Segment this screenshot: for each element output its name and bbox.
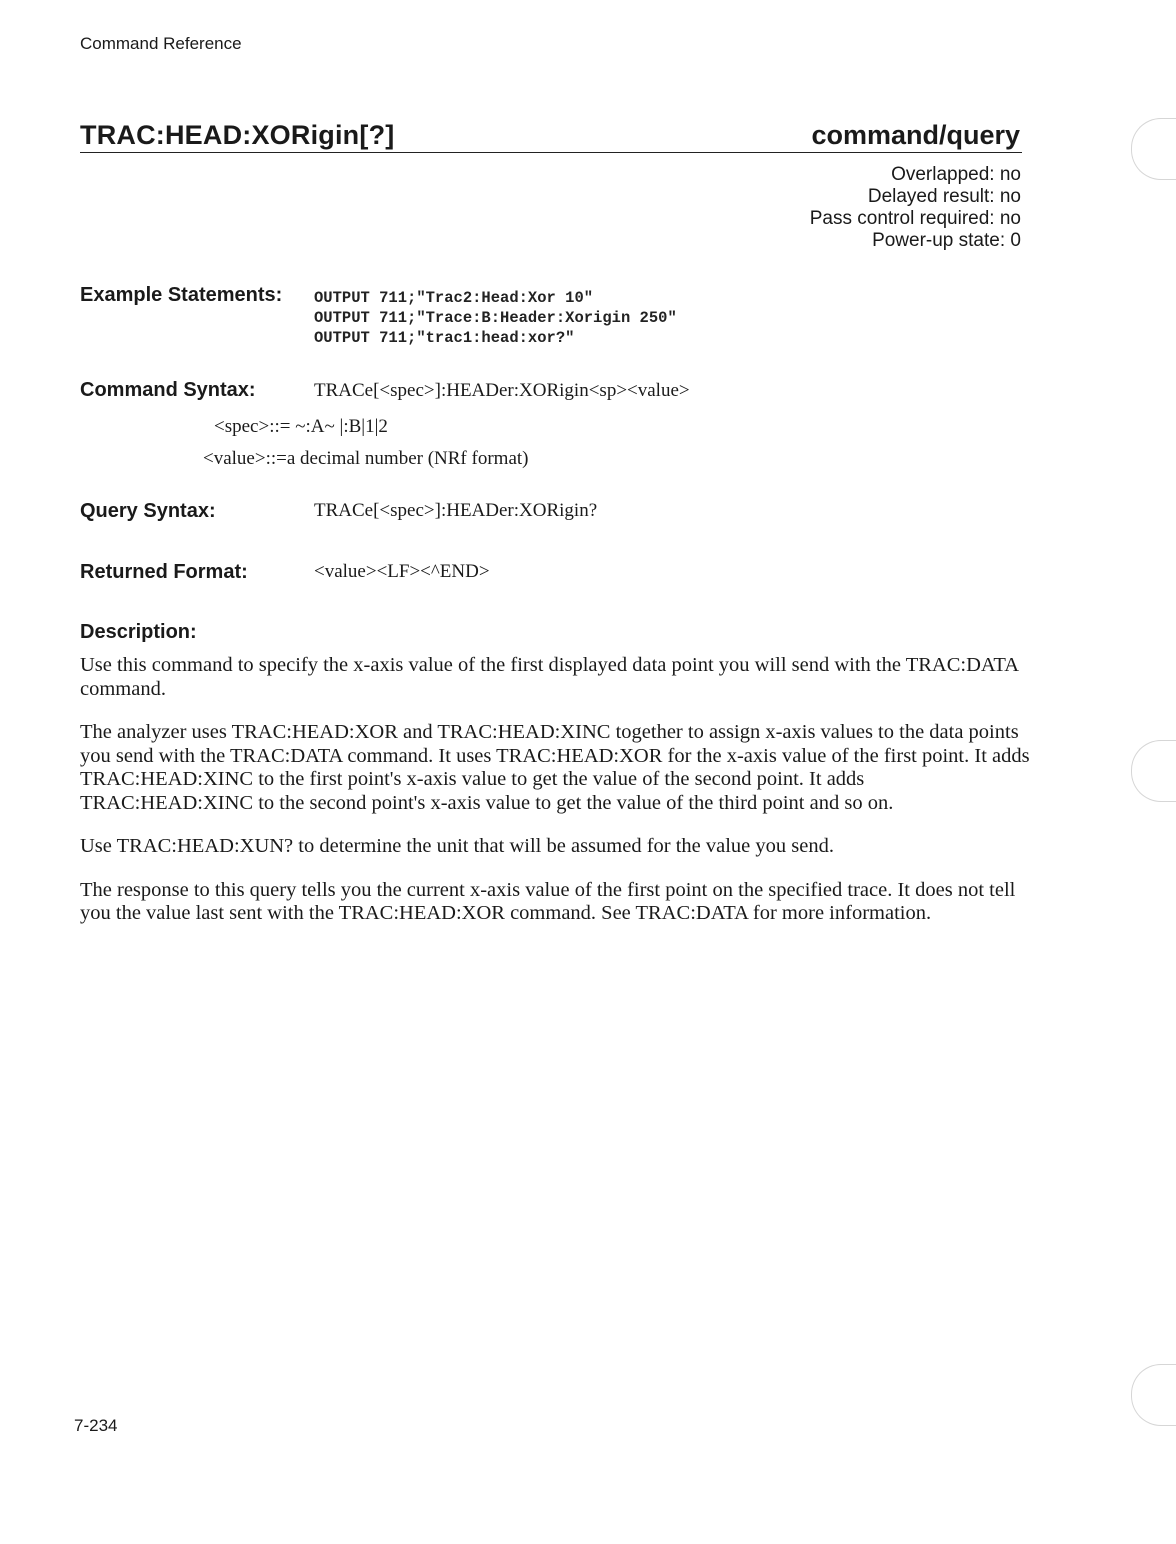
description-paragraph: Use this command to specify the x-axis value of the first displayed data point you will send with the TRAC:DATA command. xyxy=(80,654,1018,700)
description-label: Description: xyxy=(80,621,197,643)
binder-hole xyxy=(1131,740,1176,802)
returned-format-text: <value><LF><^END> xyxy=(314,561,490,582)
description-paragraph: Use TRAC:HEAD:XUN? to determine the unit that will be assumed for the value you send. xyxy=(80,835,834,857)
spec-definition: <spec>::= ~:A~ |:B|1|2 xyxy=(214,416,388,437)
binder-hole xyxy=(1131,1364,1176,1426)
description-paragraph: The response to this query tells you the current x-axis value of the first point on the specified trace. It does not tell you the value last sent with the TRAC:HEAD:XOR command. See TRAC:DATA for more information. xyxy=(80,878,1016,924)
property-power-up-state: Power-up state: 0 xyxy=(872,230,1021,251)
property-overlapped: Overlapped: no xyxy=(891,164,1021,185)
title-rule xyxy=(80,152,1022,153)
binder-hole xyxy=(1131,118,1176,180)
example-line-3: OUTPUT 711;"trac1:head:xor?" xyxy=(314,329,575,347)
command-syntax-text: TRACe[<spec>]:HEADer:XORigin<sp><value> xyxy=(314,380,690,401)
description-body xyxy=(80,654,1035,946)
example-line-2: OUTPUT 711;"Trace:B:Header:Xorigin 250" xyxy=(314,309,677,327)
command-type: command/query xyxy=(811,120,1020,150)
example-line-1: OUTPUT 711;"Trac2:Head:Xor 10" xyxy=(314,289,594,307)
page-number: 7-234 xyxy=(74,1416,118,1435)
query-syntax-label: Query Syntax: xyxy=(80,500,216,522)
running-header: Command Reference xyxy=(80,34,242,53)
property-pass-control: Pass control required: no xyxy=(809,208,1021,229)
command-name: TRAC:HEAD:XORigin[?] xyxy=(80,120,395,150)
returned-format-label: Returned Format: xyxy=(80,561,248,583)
command-syntax-label: Command Syntax: xyxy=(80,379,256,401)
value-definition: <value>::=a decimal number (NRf format) xyxy=(203,448,529,469)
query-syntax-text: TRACe[<spec>]:HEADer:XORigin? xyxy=(314,500,598,521)
description-paragraph: The analyzer uses TRAC:HEAD:XOR and TRAC:HEAD:XINC together to assign x-axis values to the data points you send with the TRAC:DATA command. It uses TRAC:HEAD:XOR for the x-axis value of the first point. It adds TRAC:HEAD:XINC to the first point's x-axis value to get the value of the second point. It adds TRAC:HEAD:XINC to the second point's x-axis value to get the value of the third point and so on. xyxy=(80,721,1030,814)
property-delayed-result: Delayed result: no xyxy=(867,186,1021,207)
command-properties xyxy=(810,164,1021,252)
example-statements-label: Example Statements: xyxy=(80,284,283,306)
